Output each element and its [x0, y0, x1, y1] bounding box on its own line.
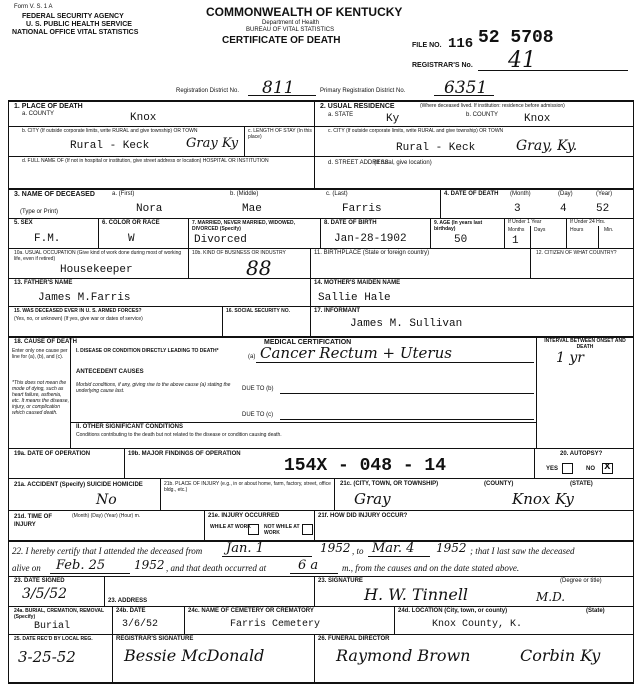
cemetery-label: 24c. NAME OF CEMETERY OR CREMATORY: [188, 608, 314, 614]
dept-line-2: BUREAU OF VITAL STATISTICS: [246, 27, 335, 33]
date-signed-label: 23. DATE SIGNED: [14, 578, 65, 584]
death-day-value: 4: [560, 203, 567, 215]
due-to-b-label: DUE TO (b): [242, 386, 274, 392]
funeral-director-label: 26. FUNERAL DIRECTOR: [318, 636, 390, 642]
not-while-at-work-checkbox: [302, 524, 313, 535]
res-state-value: Ky: [386, 113, 400, 125]
location-state-label: (State): [586, 608, 605, 614]
alive-on-hand: Feb. 25: [56, 558, 106, 573]
ssn-label: 16. SOCIAL SECURITY NO.: [226, 308, 290, 314]
other-conditions-label: II. OTHER SIGNIFICANT CONDITIONS: [76, 424, 184, 430]
place-of-death-title: 1. PLACE OF DEATH: [14, 103, 83, 110]
cause-note: Enter only one cause per line for (a), (b), and (c).: [12, 348, 68, 360]
interval-value: 1 yr: [556, 350, 584, 366]
death-year-label: (Year): [596, 191, 613, 197]
occupation-value: Housekeeper: [60, 264, 133, 276]
other-conditions-sub: Conditions contributing to the death but not related to the disease or condition causing death.: [76, 432, 282, 438]
marital-value: Divorced: [194, 234, 247, 246]
mother-value: Sallie Hale: [318, 292, 391, 304]
certify-alive-on: alive on: [12, 563, 41, 573]
morbid-text: Morbid conditions, if any, giving rise to the above cause (a) stating the underlying cause last.: [76, 382, 231, 394]
degree-label: (Degree or title): [560, 578, 602, 584]
armed-forces-label: 15. WAS DECEASED EVER IN U. S. ARMED FORCES?: [14, 308, 142, 314]
autopsy-label: 20. AUTOPSY?: [560, 451, 603, 457]
due-to-c-label: DUE TO (c): [242, 412, 274, 418]
dob-label: 8. DATE OF BIRTH: [324, 220, 377, 226]
attended-to-year: 1952: [436, 541, 467, 555]
injury-occurred-label: 21e. INJURY OCCURRED: [208, 513, 280, 519]
autopsy-no-label: NO: [586, 466, 595, 472]
death-city-label: b. CITY (If outside corporate limits, write RURAL and give township) OR TOWN: [22, 128, 198, 134]
months-value: 1: [512, 235, 519, 247]
min-label: Min.: [604, 227, 614, 233]
agency-line-1: FEDERAL SECURITY AGENCY: [22, 13, 124, 20]
file-no-value: 116: [448, 36, 474, 52]
while-at-work-checkbox: [248, 524, 259, 535]
death-month-value: 3: [514, 203, 521, 215]
registrar-signature: Bessie McDonald: [124, 646, 265, 665]
certify-tail-2: m., from the causes and on the date stated above.: [342, 563, 520, 573]
first-name-value: Nora: [136, 203, 163, 215]
received-label: 25. DATE REC'D BY LOCAL REG.: [14, 636, 93, 642]
autopsy-yes-label: YES: [546, 466, 559, 472]
middle-name-value: Mae: [242, 203, 262, 215]
injury-time-label: 21d. TIME OF INJURY: [14, 514, 53, 528]
address-label: 23. ADDRESS: [108, 598, 148, 604]
citizen-label: 12. CITIZEN OF WHAT COUNTRY?: [536, 250, 617, 256]
physician-degree: M.D.: [536, 590, 566, 604]
signature-label: 23. SIGNATURE: [318, 578, 363, 584]
autopsy-no-mark: x: [604, 461, 611, 473]
sex-label: 5. SEX: [14, 220, 33, 226]
burial-label: 24a. BURIAL, CREMATION, REMOVAL (Specify): [14, 608, 105, 620]
res-street-note: (If rural, give location): [374, 160, 432, 166]
injury-city-hand: Gray: [354, 490, 391, 508]
location-label: 24d. LOCATION (City, town, or county): [398, 608, 508, 614]
state-title: COMMONWEALTH OF KENTUCKY: [206, 5, 403, 19]
death-time-hand: 6 a: [298, 558, 319, 573]
res-city-value: Rural - Keck: [396, 142, 476, 154]
death-county-value: Knox: [130, 112, 157, 124]
injury-county-label: (COUNTY): [484, 481, 514, 487]
death-county-label: a. COUNTY: [22, 111, 55, 117]
business-value: 88: [246, 256, 272, 280]
death-city-value: Rural - Keck: [70, 140, 150, 152]
under-1-label: If Under 1 Year: [508, 219, 542, 225]
attended-from-hand: Jan. 1: [226, 541, 264, 556]
file-no-label: FILE NO.: [412, 42, 442, 49]
form-number: Form V. S. 1 A: [14, 4, 53, 10]
while-at-work: WHILE AT WORK: [210, 524, 251, 530]
registrar-no-value: 41: [508, 48, 536, 73]
days-label: Days: [534, 227, 546, 233]
middle-name-label: b. (Middle): [230, 191, 259, 197]
last-name-label: c. (Last): [326, 191, 348, 197]
interval-label: INTERVAL BETWEEN ONSET AND DEATH: [544, 338, 626, 350]
antecedent-label: ANTECEDENT CAUSES: [76, 369, 144, 375]
file-no-stamp: 52 5708: [478, 28, 554, 48]
name-sub: (Type or Print): [20, 209, 59, 215]
agency-line-3: NATIONAL OFFICE VITAL STATISTICS: [12, 29, 139, 36]
usual-residence-note: (Where deceased lived. If institution: residence before admission): [420, 103, 565, 109]
disease-label: I. DISEASE OR CONDITION DIRECTLY LEADING TO DEATH*: [76, 348, 219, 354]
burial-date-value: 3/6/52: [122, 619, 159, 630]
injury-city-label: 21c. (CITY, TOWN, OR TOWNSHIP): [340, 481, 439, 487]
reg-district-label: Registration District No.: [176, 88, 240, 94]
findings-label: 19b. MAJOR FINDINGS OF OPERATION: [128, 451, 241, 457]
res-street-label: d. STREET ADDRESS: [328, 160, 389, 166]
hours-label: Hours: [570, 227, 584, 233]
burial-value: Burial: [34, 621, 71, 632]
date-of-death-label: 4. DATE OF DEATH: [444, 191, 499, 197]
medical-cert-title: MEDICAL CERTIFICATION: [264, 339, 352, 346]
color-label: 6. COLOR OR RACE: [102, 220, 160, 226]
operation-date-label: 19a. DATE OF OPERATION: [14, 451, 91, 457]
father-value: James M.Farris: [38, 292, 131, 304]
certify-tail-1: ; that I last saw the deceased: [470, 546, 575, 556]
age-label: 9. AGE (In years last birthday): [434, 220, 483, 232]
cause-footnote: *This does not mean the mode of dying, such as heart failure, asthenia, etc. It means the disease, injury, or complication which caused death.: [12, 380, 69, 416]
injury-time-sub: (Month) (Day) (Year) (Hour) m.: [72, 513, 141, 519]
last-name-value: Farris: [342, 203, 382, 215]
certify-line-1a: 22. I hereby certify that I attended the deceased from: [12, 546, 203, 556]
res-city-hand: Gray, Ky.: [516, 138, 578, 154]
res-state-label: a. STATE: [328, 112, 354, 118]
alive-on-year: 1952: [134, 558, 165, 572]
res-county-label: b. COUNTY: [466, 112, 499, 118]
funeral-director-place: Corbin Ky: [520, 646, 601, 665]
primary-district-label: Primary Registration District No.: [320, 88, 406, 94]
certify-to-text: , to: [352, 546, 364, 556]
cemetery-value: Farris Cemetery: [230, 619, 321, 630]
line-a-label: (a): [248, 354, 256, 360]
armed-forces-sub: (Yes, no, or unknown) (If yes, give war or dates of service): [14, 316, 143, 322]
dob-value: Jan-28-1902: [334, 233, 407, 245]
res-county-value: Knox: [524, 113, 551, 125]
not-while-at-work: NOT WHILE AT WORK: [264, 524, 300, 536]
death-day-label: (Day): [558, 191, 573, 197]
death-city-hand: Gray Ky: [186, 136, 239, 151]
reg-district-value: 811: [262, 78, 295, 98]
cause-a-value: Cancer Rectum + Uterus: [260, 344, 452, 362]
autopsy-yes-checkbox: [562, 463, 573, 474]
primary-district-value: 6351: [444, 78, 488, 98]
received-value: 3-25-52: [18, 648, 76, 666]
attended-from-year: 1952: [320, 541, 351, 555]
name-title: 3. NAME OF DECEASED: [14, 191, 95, 198]
res-city-label: c. CITY (If outside corporate limits, write RURAL and give township) OR TOWN: [328, 128, 504, 134]
accident-value: No: [96, 492, 117, 508]
agency-line-2: U. S. PUBLIC HEALTH SERVICE: [26, 21, 132, 28]
findings-stamp: 154X - 048 - 14: [284, 456, 447, 476]
certify-death-occurred: , and that death occurred at: [166, 563, 267, 573]
under-24-label: If Under 24 Hrs.: [570, 219, 606, 225]
father-label: 13. FATHER'S NAME: [14, 280, 73, 286]
marital-label: 7. MARRIED, NEVER MARRIED, WIDOWED, DIVORCED (Specify): [192, 220, 296, 232]
physician-signature: H. W. Tinnell: [364, 585, 469, 604]
age-value: 50: [454, 234, 468, 246]
sex-value: F.M.: [34, 233, 61, 245]
injury-county-hand: Knox Ky: [512, 490, 574, 508]
informant-label: 17. INFORMANT: [314, 308, 361, 314]
months-label: Months: [508, 227, 525, 233]
first-name-label: a. (First): [112, 191, 135, 197]
death-year-value: 52: [596, 203, 610, 215]
cause-of-death-title: 18. CAUSE OF DEATH: [14, 339, 77, 345]
date-signed-value: 3/5/52: [22, 586, 68, 602]
length-of-stay-label: c. LENGTH OF STAY (In this place): [248, 128, 312, 140]
business-label: 10b. KIND OF BUSINESS OR INDUSTRY: [192, 250, 286, 256]
burial-date-label: 24b. DATE: [116, 608, 146, 614]
death-month-label: (Month): [510, 191, 531, 197]
informant-value: James M. Sullivan: [350, 318, 463, 330]
mother-label: 14. MOTHER'S MAIDEN NAME: [314, 280, 401, 286]
dept-line-1: Department of Health: [262, 20, 320, 26]
funeral-director-signature: Raymond Brown: [336, 646, 471, 665]
location-value: Knox County, K.: [432, 619, 523, 630]
occupation-label: 10a. USUAL OCCUPATION (Give kind of work done during most of working life, even if retired): [14, 250, 182, 262]
how-injury-label: 21f. HOW DID INJURY OCCUR?: [318, 513, 408, 519]
usual-residence-title: 2. USUAL RESIDENCE: [320, 103, 395, 110]
registrar-no-label: REGISTRAR'S No.: [412, 62, 473, 69]
registrar-signature-label: REGISTRAR'S SIGNATURE: [116, 636, 194, 642]
accident-label: 21a. ACCIDENT (Specify) SUICIDE HOMICIDE: [14, 482, 143, 488]
certificate-title: CERTIFICATE OF DEATH: [222, 35, 341, 46]
color-value: W: [128, 233, 135, 245]
injury-state-label: (STATE): [570, 481, 593, 487]
injury-place-label: 21b. PLACE OF INJURY (e.g., in or about home, farm, factory, street, office bldg., etc.): [164, 481, 331, 493]
hospital-label: d. FULL NAME OF (If not in hospital or institution, give street address or location) HOSPITAL OR INSTITUTION: [22, 158, 269, 164]
attended-to-hand: Mar. 4: [372, 541, 415, 556]
birthplace-label: 11. BIRTHPLACE (State or foreign country): [314, 250, 430, 256]
